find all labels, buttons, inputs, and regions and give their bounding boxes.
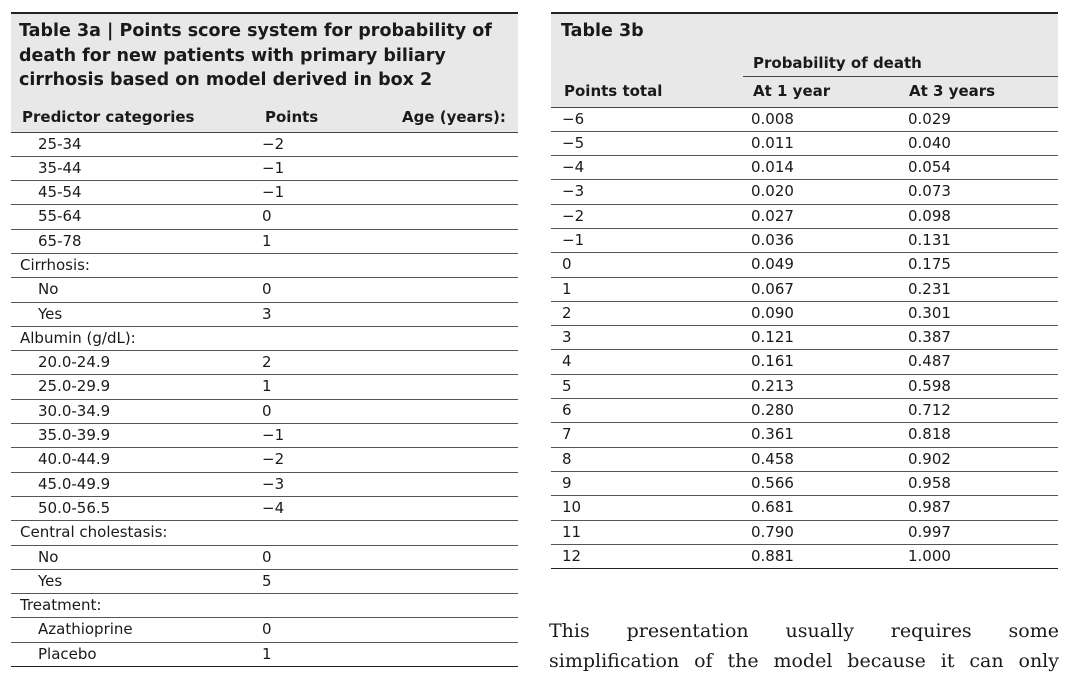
body-paragraph: This presentation usually requires some simplification of the model because it can only <box>549 620 1059 672</box>
table-row <box>11 133 518 157</box>
table-3b-header <box>551 48 1058 108</box>
row-prob-1-year: 0.121 <box>751 328 794 347</box>
row-points: 0 <box>262 547 272 566</box>
row-label: Placebo <box>38 644 97 663</box>
table-row <box>11 448 518 472</box>
row-prob-1-year: 0.014 <box>751 158 794 177</box>
table-row <box>11 327 518 351</box>
table-row <box>551 253 1058 277</box>
row-label: 40.0-44.9 <box>38 450 111 469</box>
table-row <box>551 375 1058 399</box>
row-prob-3-years: 0.902 <box>908 449 951 468</box>
row-prob-3-years: 0.040 <box>908 133 951 152</box>
header-at-1-year: At 1 year <box>753 81 831 100</box>
header-points: Points <box>265 107 319 126</box>
row-points-total: −3 <box>562 182 585 201</box>
row-points-total: 7 <box>562 425 572 444</box>
row-label: 35.0-39.9 <box>38 426 111 445</box>
row-points-total: 10 <box>562 498 582 517</box>
table-row <box>551 278 1058 302</box>
row-prob-3-years: 0.712 <box>908 401 951 420</box>
row-points-total: 0 <box>562 255 572 274</box>
row-prob-1-year: 0.049 <box>751 255 794 274</box>
row-label: No <box>38 547 59 566</box>
row-prob-3-years: 0.487 <box>908 352 951 371</box>
table-row <box>551 521 1058 545</box>
table-row <box>551 229 1058 253</box>
table-row <box>551 326 1058 350</box>
row-points-total: 1 <box>562 279 572 298</box>
table-3a <box>11 12 518 667</box>
row-points-total: −1 <box>562 230 585 249</box>
table-row <box>551 472 1058 496</box>
row-prob-1-year: 0.090 <box>751 303 794 322</box>
table-row <box>11 230 518 254</box>
row-points: 5 <box>262 571 272 590</box>
row-label: Treatment: <box>20 596 102 615</box>
table-3b-title: Table 3b <box>551 14 1058 48</box>
row-prob-1-year: 0.881 <box>751 546 794 565</box>
table-3b-body <box>551 108 1058 570</box>
row-points: 2 <box>262 353 272 372</box>
table-row <box>11 424 518 448</box>
row-prob-3-years: 0.029 <box>908 109 951 128</box>
row-prob-1-year: 0.280 <box>751 401 794 420</box>
row-points-total: 6 <box>562 401 572 420</box>
row-prob-3-years: 0.997 <box>908 522 951 541</box>
table-row <box>11 375 518 399</box>
table-row <box>11 303 518 327</box>
row-prob-1-year: 0.361 <box>751 425 794 444</box>
row-label: 45-54 <box>38 183 82 202</box>
row-points-total: 2 <box>562 303 572 322</box>
table-row <box>11 497 518 521</box>
table-row <box>551 399 1058 423</box>
row-prob-3-years: 0.958 <box>908 473 951 492</box>
row-label: 20.0-24.9 <box>38 353 111 372</box>
row-prob-1-year: 0.458 <box>751 449 794 468</box>
row-prob-3-years: 0.598 <box>908 376 951 395</box>
row-prob-1-year: 0.161 <box>751 352 794 371</box>
table-row <box>551 350 1058 374</box>
table-row <box>551 180 1058 204</box>
row-points: 3 <box>262 304 272 323</box>
header-age: Age (years): <box>402 107 506 126</box>
row-points-total: −2 <box>562 206 585 225</box>
row-points: 1 <box>262 231 272 250</box>
row-points: 1 <box>262 377 272 396</box>
row-prob-1-year: 0.790 <box>751 522 794 541</box>
table-row <box>551 545 1058 569</box>
row-points: 0 <box>262 401 272 420</box>
table-row <box>551 448 1058 472</box>
table-row <box>11 400 518 424</box>
table-3b <box>551 12 1058 569</box>
row-prob-1-year: 0.020 <box>751 182 794 201</box>
row-label: 50.0-56.5 <box>38 498 111 517</box>
table-row <box>11 473 518 497</box>
row-points-total: 3 <box>562 328 572 347</box>
row-prob-1-year: 0.011 <box>751 133 794 152</box>
row-prob-1-year: 0.566 <box>751 473 794 492</box>
row-points: −1 <box>262 426 285 445</box>
row-prob-3-years: 0.131 <box>908 230 951 249</box>
header-probability-of-death: Probability of death <box>753 53 922 72</box>
row-points: 0 <box>262 620 272 639</box>
row-prob-3-years: 0.301 <box>908 303 951 322</box>
row-label: 25-34 <box>38 134 82 153</box>
row-label: Cirrhosis: <box>20 255 90 274</box>
row-prob-3-years: 0.818 <box>908 425 951 444</box>
row-points: −3 <box>262 474 285 493</box>
row-points: 1 <box>262 644 272 663</box>
row-prob-3-years: 0.387 <box>908 328 951 347</box>
row-label: 30.0-34.9 <box>38 401 111 420</box>
table-row <box>551 156 1058 180</box>
table-row <box>11 521 518 545</box>
row-points: 0 <box>262 280 272 299</box>
row-label: Yes <box>38 304 63 323</box>
table-row <box>551 108 1058 132</box>
row-points-total: −4 <box>562 158 585 177</box>
row-points-total: 8 <box>562 449 572 468</box>
row-points: −4 <box>262 498 285 517</box>
row-points-total: 11 <box>562 522 582 541</box>
row-prob-3-years: 0.054 <box>908 158 951 177</box>
row-prob-1-year: 0.213 <box>751 376 794 395</box>
row-points-total: −6 <box>562 109 585 128</box>
row-label: Azathioprine <box>38 620 133 639</box>
row-label: 35-44 <box>38 158 82 177</box>
row-points: −2 <box>262 450 285 469</box>
row-label: 25.0-29.9 <box>38 377 111 396</box>
table-row <box>11 594 518 618</box>
row-prob-3-years: 0.098 <box>908 206 951 225</box>
table-3a-title: Table 3a | Points score system for probability of death for new patients with primary biliary cirrhosis based on model derived in box 2 <box>11 14 518 99</box>
table-row <box>551 496 1058 520</box>
table-row <box>11 205 518 229</box>
row-label: Central cholestasis: <box>20 523 168 542</box>
row-points-total: 12 <box>562 546 582 565</box>
row-points-total: 5 <box>562 376 572 395</box>
row-points: 0 <box>262 207 272 226</box>
row-prob-3-years: 0.231 <box>908 279 951 298</box>
row-label: No <box>38 280 59 299</box>
table-row <box>551 423 1058 447</box>
row-prob-1-year: 0.008 <box>751 109 794 128</box>
header-group-rule <box>743 76 1058 77</box>
row-label: Yes <box>38 571 63 590</box>
table-row <box>11 278 518 302</box>
table-row <box>551 205 1058 229</box>
row-points-total: 4 <box>562 352 572 371</box>
row-label: 55-64 <box>38 207 82 226</box>
row-prob-1-year: 0.067 <box>751 279 794 298</box>
table-row <box>551 132 1058 156</box>
row-label: 65-78 <box>38 231 82 250</box>
row-points-total: 9 <box>562 473 572 492</box>
row-prob-3-years: 0.987 <box>908 498 951 517</box>
row-points: −1 <box>262 183 285 202</box>
header-at-3-years: At 3 years <box>909 81 996 100</box>
table-row <box>11 157 518 181</box>
row-points: −1 <box>262 158 285 177</box>
row-prob-1-year: 0.036 <box>751 230 794 249</box>
table-row <box>11 618 518 642</box>
table-row <box>11 181 518 205</box>
row-label: 45.0-49.9 <box>38 474 111 493</box>
row-label: Albumin (g/dL): <box>20 328 136 347</box>
table-3a-header <box>11 99 518 133</box>
row-prob-3-years: 0.073 <box>908 182 951 201</box>
header-predictor-categories: Predictor categories <box>22 107 195 126</box>
header-points-total: Points total <box>564 81 663 100</box>
row-prob-1-year: 0.027 <box>751 206 794 225</box>
table-row <box>11 254 518 278</box>
row-prob-3-years: 0.175 <box>908 255 951 274</box>
table-row <box>11 546 518 570</box>
table-row <box>11 643 518 667</box>
table-row <box>11 570 518 594</box>
row-points-total: −5 <box>562 133 585 152</box>
row-prob-1-year: 0.681 <box>751 498 794 517</box>
table-3a-body <box>11 133 518 668</box>
row-points: −2 <box>262 134 285 153</box>
table-row <box>551 302 1058 326</box>
table-row <box>11 351 518 375</box>
row-prob-3-years: 1.000 <box>908 546 951 565</box>
